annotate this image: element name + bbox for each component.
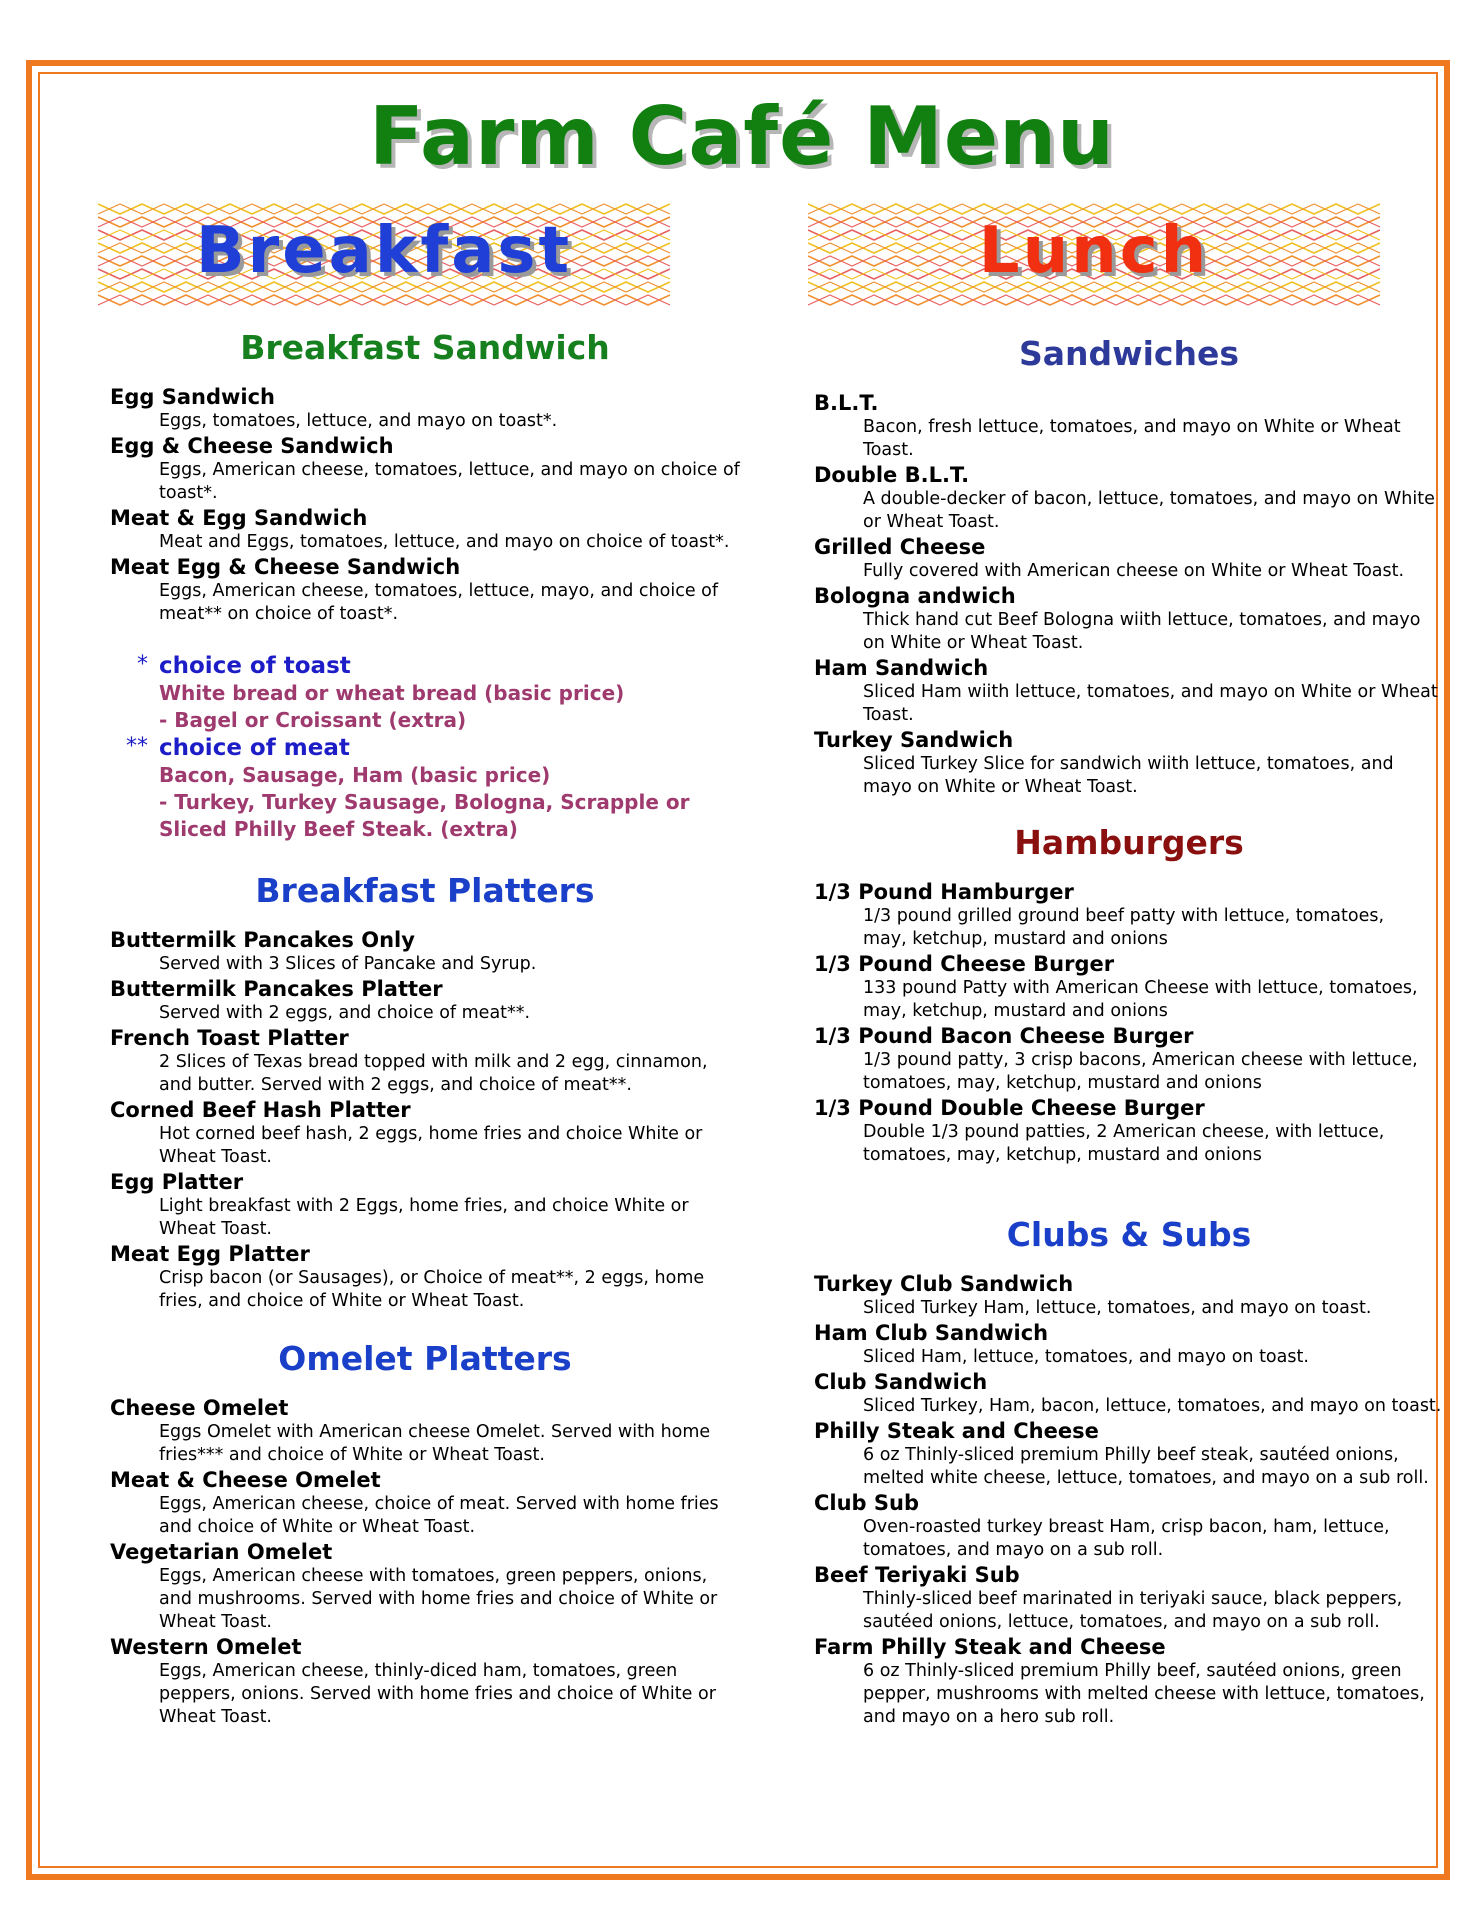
menu-item-name: Club Sub [814, 1491, 920, 1515]
menu-item-name: Double B.L.T. [814, 463, 970, 487]
note-option: Sliced Philly Beef Steak. (extra) [159, 817, 518, 841]
menu-item-description: 1/3 pound patty, 3 crisp bacons, American cheese with lettuce, [863, 1050, 1418, 1070]
menu-item [814, 728, 1444, 799]
menu-item-description: peppers, onions. Served with home fries and choice of White or [159, 1684, 716, 1704]
section-heading-clubs-subs: Clubs & Subs [1006, 1215, 1252, 1254]
menu-item-description: may, ketchup, mustard and onions [863, 1001, 1168, 1021]
menu-item [110, 1468, 740, 1539]
menu-item-description: on White or Wheat Toast. [863, 633, 1084, 653]
menu-item-description: Toast. [863, 440, 914, 460]
menu-item [814, 952, 1444, 1023]
menu-item-description: meat** on choice of toast*. [159, 604, 399, 624]
menu-item-description: Served with 2 eggs, and choice of meat**. [159, 1003, 531, 1023]
menu-item-description: Double 1/3 pound patties, 2 American cheese, with lettuce, [863, 1122, 1385, 1142]
menu-item [814, 1635, 1444, 1729]
menu-item [110, 1242, 740, 1313]
menu-item-description: and choice of White or Wheat Toast. [159, 1517, 476, 1537]
menu-item [110, 555, 740, 626]
section-heading-sandwiches: Sandwiches [1018, 334, 1240, 373]
menu-item-description: fries*** and choice of White or Wheat Toast. [159, 1445, 545, 1465]
menu-item-description: Light breakfast with 2 Eggs, home fries, and choice White or [159, 1196, 689, 1216]
menu-item-name: Turkey Sandwich [814, 728, 1014, 752]
menu-item-description: 6 oz Thinly-sliced premium Philly beef, sautéed onions, green [863, 1661, 1402, 1681]
hamburgers-list [814, 880, 1444, 1167]
menu-item-description: Oven-roasted turkey breast Ham, crisp bacon, ham, lettuce, [863, 1517, 1390, 1537]
menu-item-description: Meat and Eggs, tomatoes, lettuce, and mayo on choice of toast*. [159, 532, 730, 552]
note-marker: * [137, 652, 148, 677]
menu-item-description: Eggs, American cheese, choice of meat. Served with home fries [159, 1494, 719, 1514]
menu-item-description: Thinly-sliced beef marinated in teriyaki sauce, black peppers, [863, 1589, 1403, 1609]
menu-item-description: Hot corned beef hash, 2 eggs, home fries and choice White or [159, 1124, 703, 1144]
breakfast-banner-text: Breakfast [195, 214, 573, 288]
menu-item [814, 1563, 1444, 1634]
menu-item-description: Sliced Turkey Ham, lettuce, tomatoes, and mayo on toast. [863, 1298, 1372, 1318]
menu-item [814, 1024, 1444, 1095]
note-option: - Turkey, Turkey Sausage, Bologna, Scrapple or [159, 790, 690, 814]
menu-item [110, 1635, 740, 1729]
menu-item-description: may, ketchup, mustard and onions [863, 929, 1168, 949]
note-option: - Bagel or Croissant (extra) [159, 708, 467, 732]
menu-item [110, 1540, 740, 1634]
lunch-banner-text: Lunch [978, 214, 1210, 288]
menu-item [814, 535, 1444, 583]
menu-item-description: fries, and choice of White or Wheat Toast. [159, 1291, 525, 1311]
menu-item-description: Fully covered with American cheese on White or Wheat Toast. [863, 561, 1405, 581]
menu-item-name: Western Omelet [110, 1635, 302, 1659]
menu-item-name: Philly Steak and Cheese [814, 1419, 1099, 1443]
menu-item [110, 506, 740, 554]
menu-item-description: Crisp bacon (or Sausages), or Choice of meat**, 2 eggs, home [159, 1268, 705, 1288]
menu-item-description: toast*. [159, 483, 218, 503]
menu-item-name: French Toast Platter [110, 1026, 349, 1050]
menu-item-description: Eggs, American cheese, tomatoes, lettuce, mayo, and choice of [159, 581, 719, 601]
note-label: choice of meat [159, 735, 350, 761]
menu-item-name: 1/3 Pound Hamburger [814, 880, 1074, 904]
menu-item-description: or Wheat Toast. [863, 512, 1000, 532]
menu-item-name: Beef Teriyaki Sub [814, 1563, 1020, 1587]
menu-item-description: 2 Slices of Texas bread topped with milk and 2 egg, cinnamon, [159, 1052, 708, 1072]
menu-item-name: Farm Philly Steak and Cheese [814, 1635, 1166, 1659]
menu-item [110, 1026, 740, 1097]
section-heading-breakfast-platters: Breakfast Platters [255, 871, 595, 910]
menu-item-description: sautéed onions, lettuce, tomatoes, and mayo on a sub roll. [863, 1612, 1380, 1632]
menu-item [814, 1272, 1444, 1320]
choice-notes [110, 652, 740, 843]
menu-item [814, 1491, 1444, 1562]
menu-item-description: Wheat Toast. [159, 1219, 272, 1239]
menu-item [110, 1396, 740, 1467]
menu-item-description: tomatoes, may, ketchup, mustard and onions [863, 1073, 1262, 1093]
breakfast-banner [98, 196, 670, 306]
menu-item-name: Club Sandwich [814, 1370, 988, 1394]
note-option: White bread or wheat bread (basic price) [159, 681, 625, 705]
section-heading-omelet-platters: Omelet Platters [278, 1339, 572, 1378]
menu-item-description: Bacon, fresh lettuce, tomatoes, and mayo on White or Wheat [863, 417, 1401, 437]
menu-item-description: and butter. Served with 2 eggs, and choice of meat**. [159, 1075, 632, 1095]
page-title: Farm Café Menu [369, 90, 1115, 183]
menu-item-description: Sliced Ham wiith lettuce, tomatoes, and mayo on White or Wheat [863, 682, 1438, 702]
breakfast-platters-list [110, 928, 740, 1313]
menu-item-description: Wheat Toast. [159, 1147, 272, 1167]
note-option: Bacon, Sausage, Ham (basic price) [159, 763, 551, 787]
menu-item-name: Vegetarian Omelet [110, 1540, 333, 1564]
note-marker: ** [126, 734, 148, 759]
menu-item-description: Eggs Omelet with American cheese Omelet. Served with home [159, 1422, 711, 1442]
menu-item-description: melted white cheese, lettuce, tomatoes, and mayo on a sub roll. [863, 1468, 1429, 1488]
menu-item-name: 1/3 Pound Bacon Cheese Burger [814, 1024, 1194, 1048]
menu-item-name: Meat & Egg Sandwich [110, 506, 368, 530]
menu-item [814, 1096, 1444, 1167]
menu-item-description: Toast. [863, 705, 914, 725]
menu-item-name: Grilled Cheese [814, 535, 986, 559]
menu-item [110, 977, 740, 1025]
menu-item-description: A double-decker of bacon, lettuce, tomatoes, and mayo on White [863, 489, 1435, 509]
menu-item-description: Served with 3 Slices of Pancake and Syrup. [159, 954, 537, 974]
menu-item-description: 1/3 pound grilled ground beef patty with lettuce, tomatoes, [863, 906, 1385, 926]
menu-item [814, 463, 1444, 534]
menu-item-name: 1/3 Pound Double Cheese Burger [814, 1096, 1205, 1120]
menu-item [814, 1321, 1444, 1369]
sandwiches-list [814, 391, 1444, 799]
lunch-column [814, 324, 1444, 1729]
menu-item-description: Thick hand cut Beef Bologna wiith lettuce, tomatoes, and mayo [863, 610, 1421, 630]
menu-item-name: B.L.T. [814, 391, 879, 415]
menu-item-description: Sliced Turkey Slice for sandwich wiith lettuce, tomatoes, and [863, 754, 1394, 774]
menu-item [110, 928, 740, 976]
menu-item-name: Buttermilk Pancakes Platter [110, 977, 443, 1001]
section-heading-breakfast-sandwich: Breakfast Sandwich [240, 328, 610, 367]
breakfast-column [110, 318, 740, 1729]
menu-item-name: Egg Platter [110, 1170, 244, 1194]
menu-item-description: mayo on White or Wheat Toast. [863, 777, 1138, 797]
menu-item-description: tomatoes, may, ketchup, mustard and onions [863, 1145, 1262, 1165]
menu-item-name: Meat Egg & Cheese Sandwich [110, 555, 461, 579]
section-heading-hamburgers: Hamburgers [1014, 823, 1244, 862]
lunch-banner [808, 196, 1380, 306]
menu-item-description: tomatoes, and mayo on a sub roll. [863, 1540, 1164, 1560]
menu-item-name: Meat & Cheese Omelet [110, 1468, 381, 1492]
menu-item-description: Eggs, American cheese, tomatoes, lettuce, and mayo on choice of [159, 460, 740, 480]
menu-item [814, 1419, 1444, 1490]
menu-item [110, 1098, 740, 1169]
menu-item-description: and mushrooms. Served with home fries and choice of White or [159, 1589, 718, 1609]
menu-item-name: Egg & Cheese Sandwich [110, 434, 394, 458]
menu-item-description: Sliced Turkey, Ham, bacon, lettuce, tomatoes, and mayo on toast. [863, 1396, 1442, 1416]
choice-note [110, 652, 740, 734]
menu-item-name: Ham Club Sandwich [814, 1321, 1049, 1345]
menu-item-description: 133 pound Patty with American Cheese with lettuce, tomatoes, [863, 978, 1418, 998]
clubs-subs-list [814, 1272, 1444, 1729]
menu-item-description: 6 oz Thinly-sliced premium Philly beef steak, sautéed onions, [863, 1445, 1399, 1465]
menu-item-description: and mayo on a hero sub roll. [863, 1707, 1115, 1727]
menu-item [814, 1370, 1444, 1418]
menu-item-name: Cheese Omelet [110, 1396, 289, 1420]
menu-item-description: Wheat Toast. [159, 1612, 272, 1632]
menu-item-name: 1/3 Pound Cheese Burger [814, 952, 1115, 976]
menu-item-description: pepper, mushrooms with melted cheese with lettuce, tomatoes, [863, 1684, 1425, 1704]
menu-item-name: Ham Sandwich [814, 656, 989, 680]
omelet-platters-list [110, 1396, 740, 1729]
menu-item-description: Eggs, tomatoes, lettuce, and mayo on toast*. [159, 411, 558, 431]
menu-item-name: Buttermilk Pancakes Only [110, 928, 415, 952]
choice-note [110, 734, 740, 843]
menu-item-description: Eggs, American cheese with tomatoes, green peppers, onions, [159, 1566, 708, 1586]
menu-item [814, 880, 1444, 951]
menu-item-name: Bologna andwich [814, 584, 1016, 608]
breakfast-sandwich-list [110, 385, 740, 626]
note-label: choice of toast [159, 653, 351, 679]
menu-item [814, 656, 1444, 727]
menu-item-name: Egg Sandwich [110, 385, 275, 409]
menu-item [110, 1170, 740, 1241]
menu-item [814, 584, 1444, 655]
menu-item-description: Sliced Ham, lettuce, tomatoes, and mayo on toast. [863, 1347, 1309, 1367]
menu-item-description: Wheat Toast. [159, 1707, 272, 1727]
menu-item [814, 391, 1444, 462]
menu-item-name: Corned Beef Hash Platter [110, 1098, 411, 1122]
menu-item [110, 385, 740, 433]
menu-item [110, 434, 740, 505]
menu-item-name: Meat Egg Platter [110, 1242, 310, 1266]
menu-item-name: Turkey Club Sandwich [814, 1272, 1074, 1296]
menu-item-description: Eggs, American cheese, thinly-diced ham, tomatoes, green [159, 1661, 678, 1681]
